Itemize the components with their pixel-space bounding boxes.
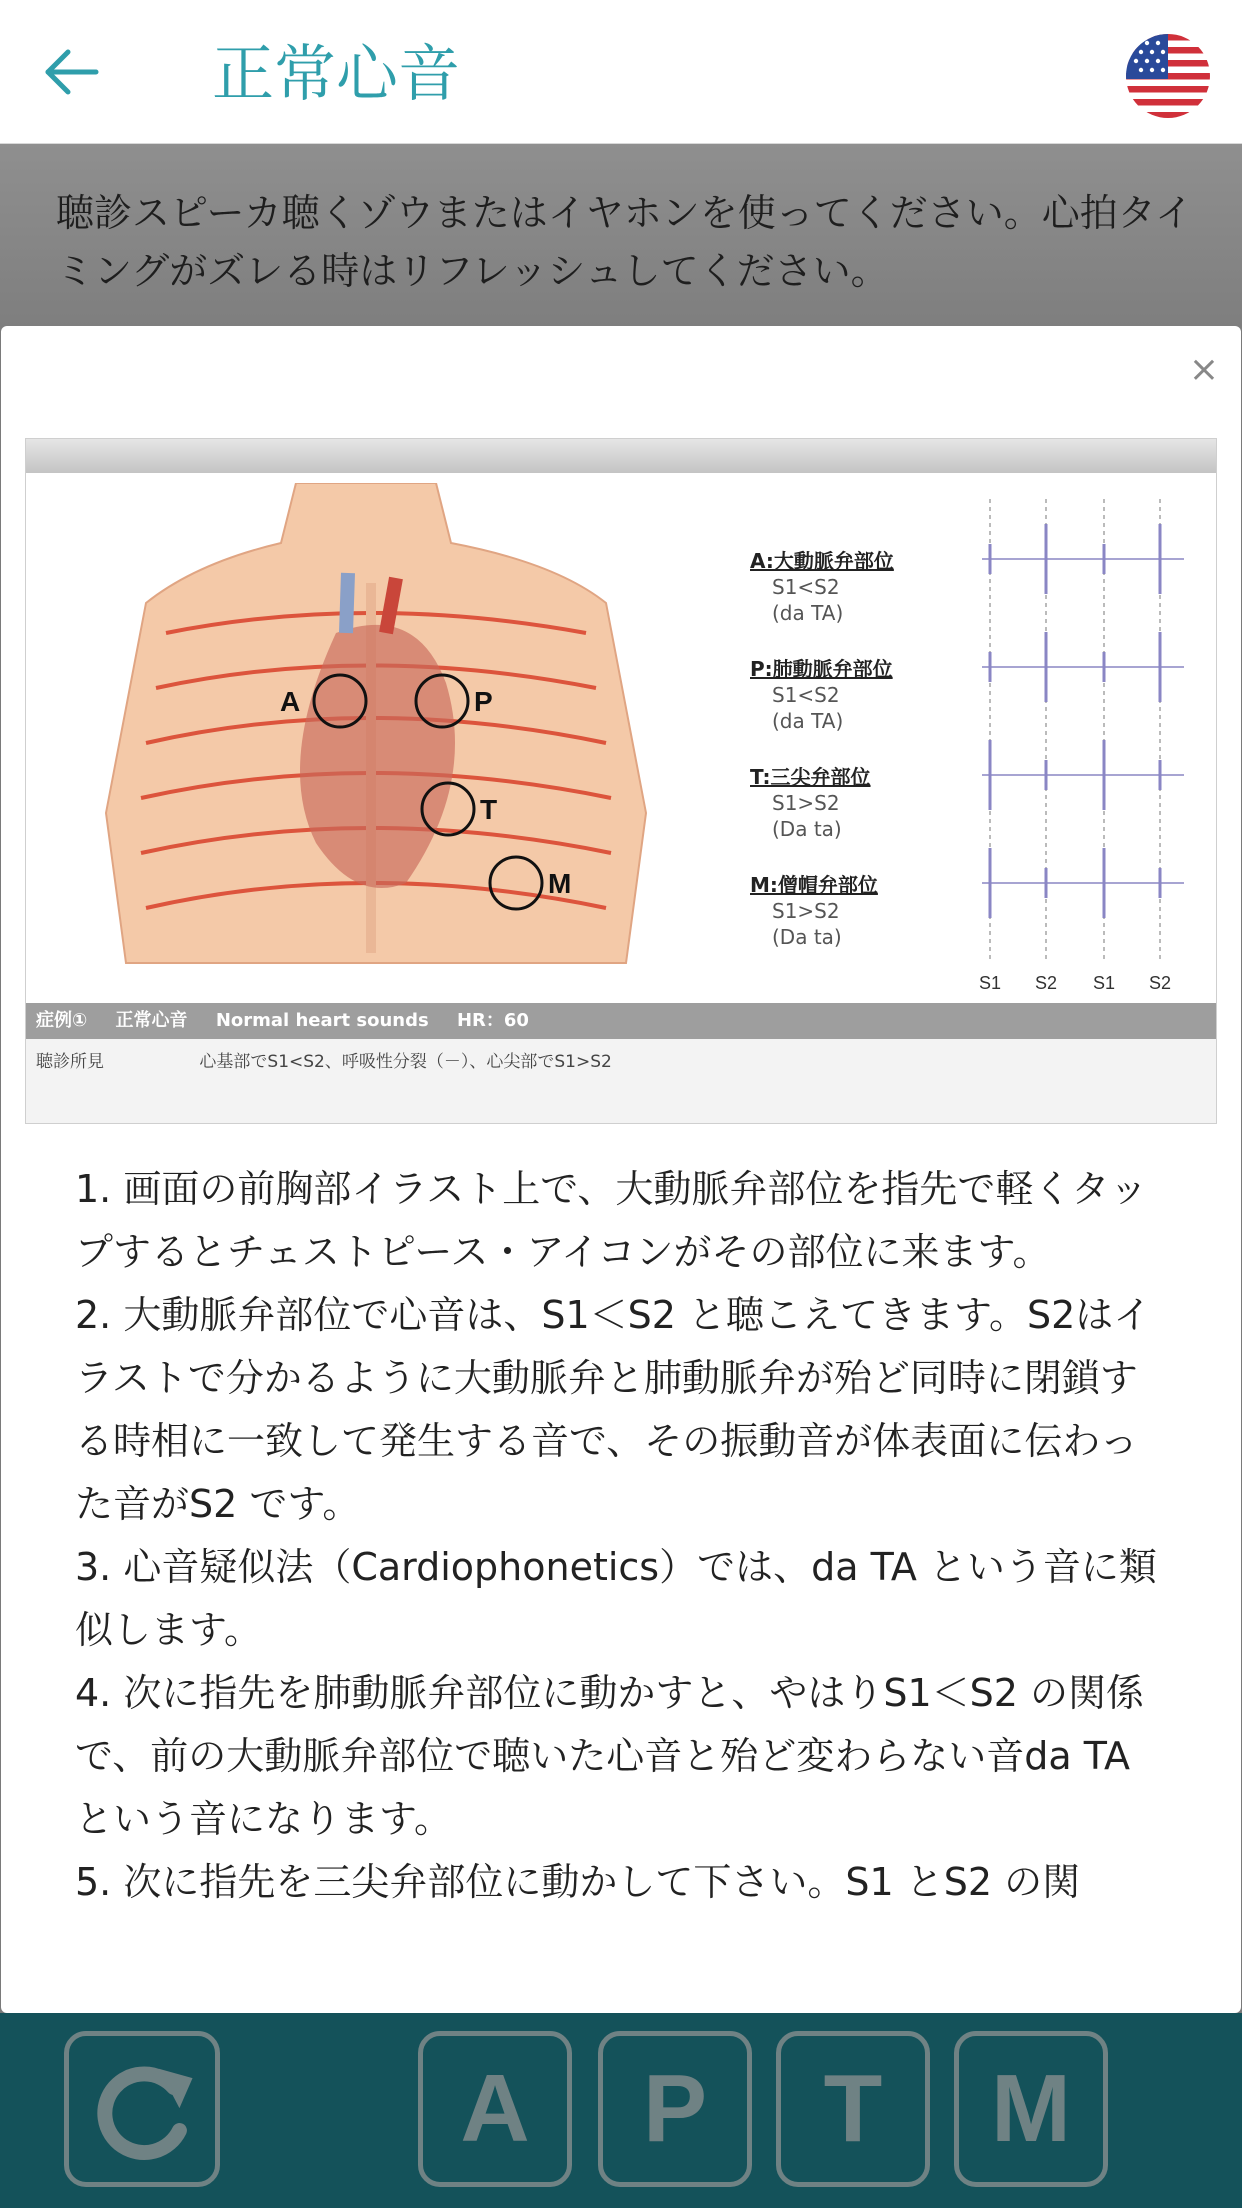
site-relation: S1>S2 — [772, 791, 840, 815]
page-title: 正常心音 — [212, 37, 461, 110]
site-name: P:肺動脈弁部位 — [750, 657, 893, 681]
wave-label: S2 — [1034, 973, 1058, 993]
chest-illustration — [86, 483, 666, 983]
wave-label: S1 — [978, 973, 1002, 993]
figure-caption — [26, 1003, 1216, 1039]
us-flag-icon[interactable] — [1126, 34, 1210, 118]
auscultation-finding — [36, 1047, 612, 1072]
app-header — [0, 0, 1242, 144]
site-t-button[interactable]: T — [776, 2031, 930, 2187]
instruction-text: 聴診スピーカ聴くゾウまたはイヤホンを使ってください。心拍タイミングがズレる時はリフレッシュしてください。 — [56, 191, 1193, 293]
instruction-banner — [0, 144, 1242, 330]
site-pulmonary — [750, 653, 893, 734]
site-tricuspid — [750, 761, 871, 842]
site-relation: S1<S2 — [772, 683, 840, 707]
figure-top-bar — [26, 439, 1216, 473]
site-sound: (da TA) — [772, 601, 844, 625]
site-name: T:三尖弁部位 — [750, 765, 871, 789]
marker-p[interactable]: P — [474, 686, 493, 717]
marker-t[interactable]: T — [480, 794, 498, 825]
finding-label: 聴診所見 — [36, 1052, 104, 1072]
marker-m[interactable]: M — [548, 868, 572, 899]
heart-rate: HR：60 — [456, 1010, 529, 1031]
marker-a[interactable]: A — [280, 686, 301, 717]
paragraph: 1. 画面の前胸部イラスト上で、大動脈弁部位を指先で軽くタップするとチェストピース・アイコンがその部位に来ます。 — [75, 1167, 1148, 1274]
site-a-button[interactable]: A — [418, 2031, 572, 2187]
info-modal — [1, 326, 1241, 2013]
site-name: M:僧帽弁部位 — [750, 873, 878, 897]
wave-label: S1 — [1092, 973, 1116, 993]
site-sound: (Da ta) — [772, 925, 842, 949]
phonocardiogram-waves — [954, 499, 1194, 999]
case-name-jp: 正常心音 — [115, 1010, 188, 1031]
close-button[interactable]: × — [1188, 349, 1219, 390]
explanation-text — [75, 1158, 1175, 1914]
site-relation: S1>S2 — [772, 899, 840, 923]
paragraph: 5. 次に指先を三尖弁部位に動かして下さい。S1 とS2 の関 — [75, 1860, 1081, 1904]
case-label: 症例① — [36, 1010, 88, 1031]
refresh-button[interactable] — [64, 2031, 220, 2187]
paragraph: 2. 大動脈弁部位で心音は、S1＜S2 と聴こえてきます。S2はイラストで分かるように大動脈弁と肺動脈弁が殆ど同時に閉鎖する時相に一致して発生する音で、その振動音が体表面に伝わった音がS2 です。 — [75, 1293, 1152, 1526]
wave-label: S2 — [1148, 973, 1172, 993]
case-name-en: Normal heart sounds — [215, 1010, 429, 1031]
finding-text: 心基部でS1<S2、呼吸性分裂（－）、心尖部でS1>S2 — [199, 1052, 612, 1072]
site-p-button[interactable]: P — [598, 2031, 752, 2187]
heart-sound-figure — [25, 438, 1217, 1124]
figure-main — [26, 473, 1216, 1003]
site-mitral — [750, 869, 878, 950]
arrow-left-icon[interactable] — [40, 40, 104, 104]
site-aortic — [750, 545, 894, 626]
refresh-icon — [69, 2036, 215, 2182]
paragraph: 3. 心音疑似法（Cardiophonetics）では、da TA という音に類似します。 — [75, 1545, 1157, 1652]
site-relation: S1<S2 — [772, 575, 840, 599]
site-sound: (Da ta) — [772, 817, 842, 841]
site-m-button[interactable]: M — [954, 2031, 1108, 2187]
bottom-toolbar — [0, 2013, 1242, 2208]
site-name: A:大動脈弁部位 — [750, 549, 894, 573]
site-sound: (da TA) — [772, 709, 844, 733]
paragraph: 4. 次に指先を肺動脈弁部位に動かすと、やはりS1＜S2 の関係で、前の大動脈弁部位で聴いた心音と殆ど変わらない音da TA という音になります。 — [75, 1671, 1145, 1841]
